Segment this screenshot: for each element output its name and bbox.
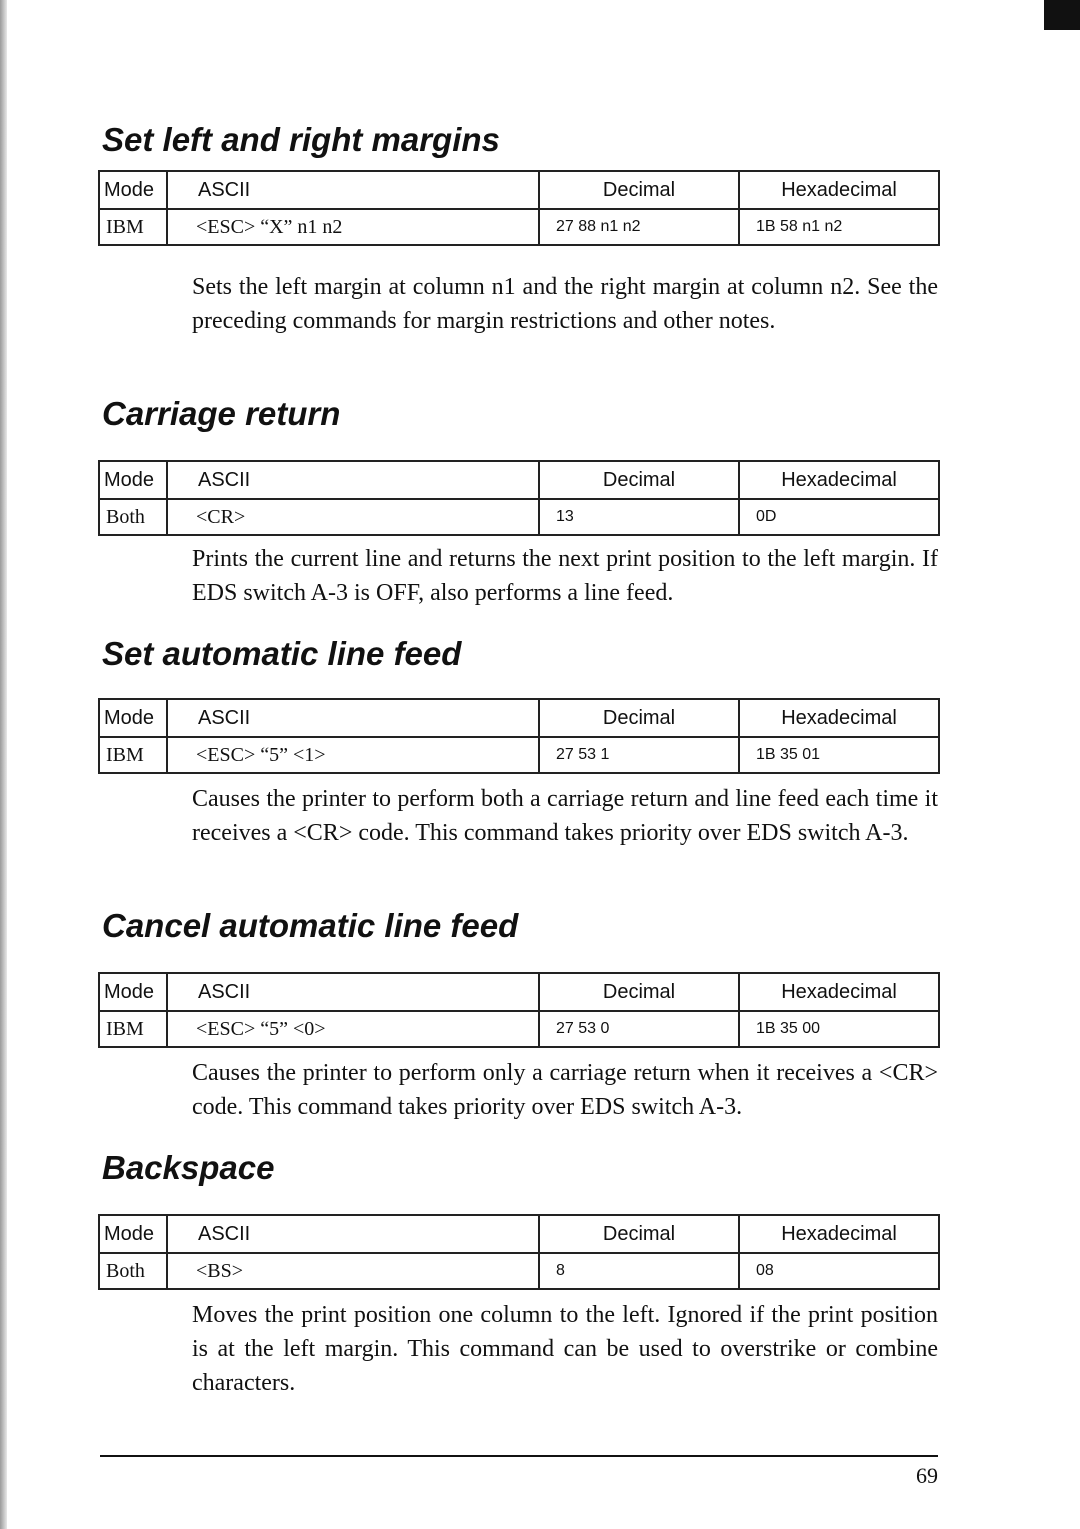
table-row xyxy=(99,499,939,535)
decimal-header: Decimal xyxy=(539,973,739,1011)
ascii-header: ASCII xyxy=(167,1215,539,1253)
hexadecimal-cell: 1B 58 n1 n2 xyxy=(739,209,939,245)
section-description: Causes the printer to perform only a carriage return when it receives a <CR> code. This command takes priority over EDS switch A-3. xyxy=(192,1060,938,1120)
command-table xyxy=(98,1214,940,1290)
ascii-cell: <ESC> “5” <1> xyxy=(167,737,539,773)
ascii-cell: <BS> xyxy=(167,1253,539,1289)
decimal-cell: 13 xyxy=(539,499,739,535)
command-table xyxy=(98,972,940,1048)
section-description: Moves the print position one column to the left. Ignored if the print position is at the left margin. This command can be used to overstrike or combine characters. xyxy=(192,1302,938,1396)
decimal-cell: 8 xyxy=(539,1253,739,1289)
decimal-header: Decimal xyxy=(539,171,739,209)
table-row xyxy=(99,1253,939,1289)
decimal-cell: 27 53 0 xyxy=(539,1011,739,1047)
decimal-header: Decimal xyxy=(539,1215,739,1253)
table-header-row xyxy=(99,461,939,499)
hexadecimal-header: Hexadecimal xyxy=(739,699,939,737)
command-table xyxy=(98,698,940,774)
decimal-cell: 27 88 n1 n2 xyxy=(539,209,739,245)
hexadecimal-cell: 1B 35 01 xyxy=(739,737,939,773)
hexadecimal-header: Hexadecimal xyxy=(739,171,939,209)
hexadecimal-header: Hexadecimal xyxy=(739,1215,939,1253)
mode-cell: Both xyxy=(99,1253,167,1289)
section-description: Causes the printer to perform both a carriage return and line feed each time it receives a <CR> code. This command takes priority over EDS switch A-3. xyxy=(192,786,938,846)
mode-cell: IBM xyxy=(99,209,167,245)
decimal-header: Decimal xyxy=(539,461,739,499)
mode-header: Mode xyxy=(99,461,167,499)
mode-cell: IBM xyxy=(99,737,167,773)
page-number: 69 xyxy=(916,1463,938,1488)
hexadecimal-header: Hexadecimal xyxy=(739,461,939,499)
ascii-header: ASCII xyxy=(167,973,539,1011)
hexadecimal-cell: 08 xyxy=(739,1253,939,1289)
command-table xyxy=(98,460,940,536)
ascii-cell: <ESC> “X” n1 n2 xyxy=(167,209,539,245)
decimal-cell: 27 53 1 xyxy=(539,737,739,773)
mode-header: Mode xyxy=(99,973,167,1011)
mode-header: Mode xyxy=(99,171,167,209)
ascii-header: ASCII xyxy=(167,171,539,209)
hexadecimal-header: Hexadecimal xyxy=(739,973,939,1011)
corner-tab-mark xyxy=(1044,0,1080,30)
section-description: Prints the current line and returns the next print position to the left margin. If EDS switch A-3 is OFF, also performs a line feed. xyxy=(192,546,938,606)
section-heading: Set automatic line feed xyxy=(102,635,462,672)
mode-header: Mode xyxy=(99,1215,167,1253)
table-header-row xyxy=(99,699,939,737)
table-row xyxy=(99,737,939,773)
mode-cell: Both xyxy=(99,499,167,535)
scan-edge-shadow xyxy=(0,0,7,1529)
section-heading: Carriage return xyxy=(102,395,341,432)
section-heading: Set left and right margins xyxy=(102,121,500,158)
section-heading: Cancel automatic line feed xyxy=(102,907,519,944)
mode-header: Mode xyxy=(99,699,167,737)
footer-rule xyxy=(100,1455,938,1457)
ascii-header: ASCII xyxy=(167,699,539,737)
ascii-header: ASCII xyxy=(167,461,539,499)
ascii-cell: <ESC> “5” <0> xyxy=(167,1011,539,1047)
ascii-cell: <CR> xyxy=(167,499,539,535)
table-row xyxy=(99,209,939,245)
hexadecimal-cell: 0D xyxy=(739,499,939,535)
hexadecimal-cell: 1B 35 00 xyxy=(739,1011,939,1047)
table-row xyxy=(99,1011,939,1047)
mode-cell: IBM xyxy=(99,1011,167,1047)
table-header-row xyxy=(99,973,939,1011)
table-header-row xyxy=(99,171,939,209)
decimal-header: Decimal xyxy=(539,699,739,737)
table-header-row xyxy=(99,1215,939,1253)
command-table xyxy=(98,170,940,246)
section-heading: Backspace xyxy=(102,1149,275,1186)
section-description: Sets the left margin at column n1 and the right margin at column n2. See the preceding commands for margin restrictions and other notes. xyxy=(192,274,938,334)
